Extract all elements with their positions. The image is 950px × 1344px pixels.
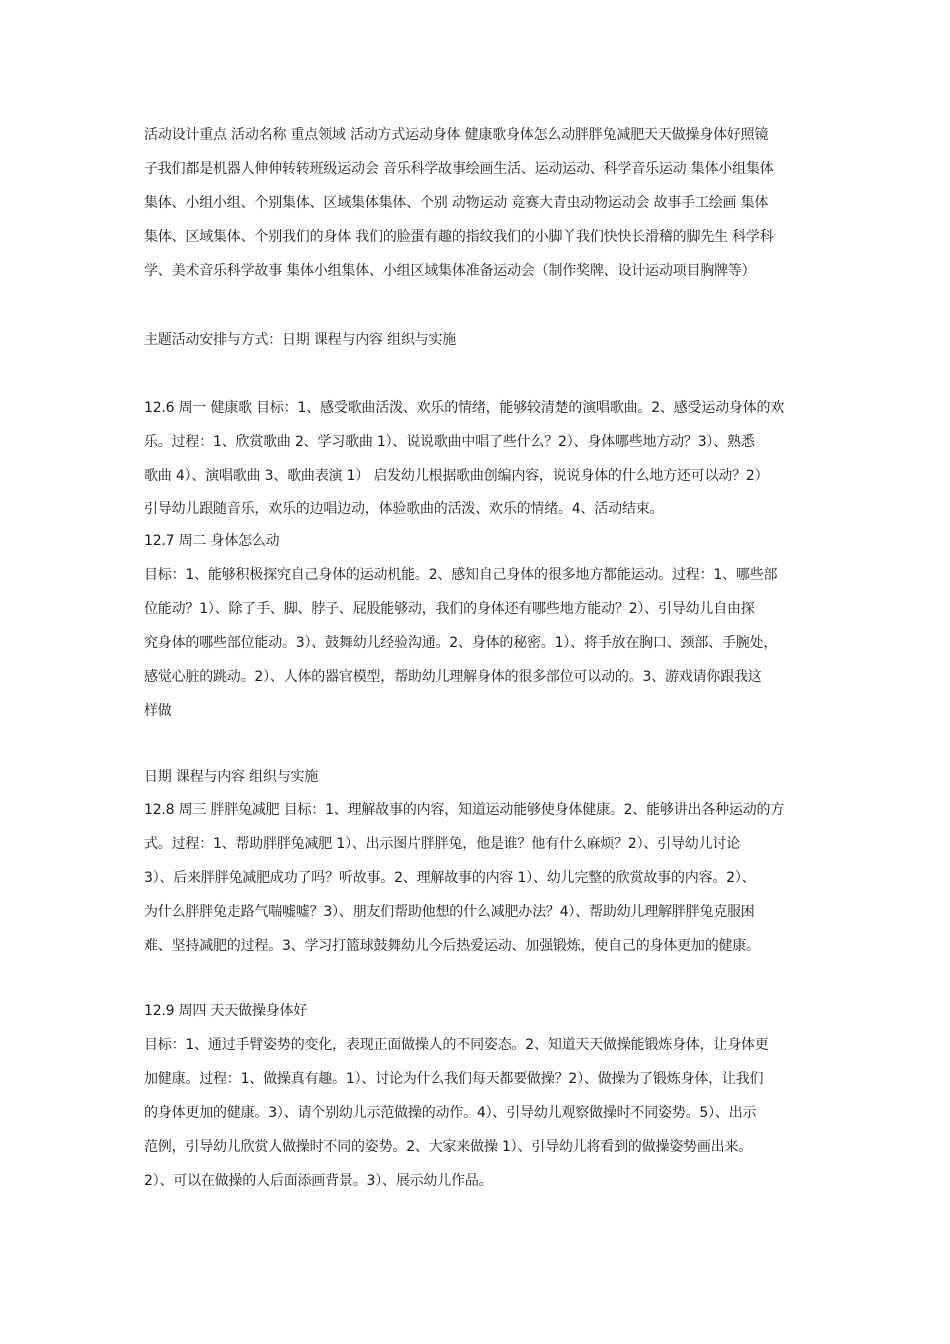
intro-line-2: 子我们都是机器人伸伸转转班级运动会 音乐科学故事绘画生活、运动运动、科学音乐运动 集体小组集体 — [144, 161, 774, 177]
wednesday-line-2: 式。过程：1、帮助胖胖兔减肥 1）、出示图片胖胖兔，他是谁？他有什么麻烦？2）、引导幼儿讨论 — [144, 836, 740, 852]
wednesday-line-4: 为什么胖胖兔走路气喘嘘嘘？3）、朋友们帮助他想的什么减肥办法？4）、帮助幼儿理解胖胖兔克服困 — [144, 904, 755, 920]
table-header-line: 日期 课程与内容 组织与实施 — [144, 769, 319, 785]
monday-line-3: 歌曲 4）、演唱歌曲 3、歌曲表演 1） 启发幼儿根据歌曲创编内容，说说身体的什么地方还可以动？2） — [144, 468, 769, 484]
thursday-line-3: 的身体更加的健康。3）、请个别幼儿示范做操的动作。4）、引导幼儿观察做操时不同姿势。5）、出示 — [144, 1105, 757, 1121]
monday-line-2: 乐。过程：1、欣赏歌曲 2、学习歌曲 1）、说说歌曲中唱了些什么？2）、身体哪些地方动？3）、熟悉 — [144, 434, 755, 450]
intro-line-4: 集体、区域集体、个别我们的身体 我们的脸蛋有趣的指纹我们的小脚丫我们快快长滑稽的脚先生 科学科 — [144, 229, 774, 245]
thursday-line-5: 2）、可以在做操的人后面添画背景。3）、展示幼儿作品。 — [144, 1173, 493, 1189]
tuesday-line-2: 位能动？1）、除了手、脚、脖子、屁股能够动，我们的身体还有哪些地方能动？2）、引导幼儿自由探 — [144, 601, 755, 617]
thursday-line-1: 目标：1、通过手臂姿势的变化，表现正面做操人的不同姿态。2、知道天天做操能锻炼身体，让身体更 — [144, 1037, 769, 1053]
monday-line-1: 12.6 周一 健康歌 目标：1、感受歌曲活泼、欢乐的情绪，能够较清楚的演唱歌曲。2、感受运动身体的欢 — [144, 400, 785, 416]
tuesday-line-1: 目标：1、能够积极探究自己身体的运动机能。2、感知自己身体的很多地方都能运动。过程：1、哪些部 — [144, 567, 778, 583]
tuesday-line-3: 究身体的哪些部位能动。3）、鼓舞幼儿经验沟通。2、身体的秘密。1）、将手放在胸口、颈部、手腕处， — [144, 635, 778, 651]
monday-line-4: 引导幼儿跟随音乐，欢乐的边唱边动，体验歌曲的活泼、欢乐的情绪。4、活动结束。 — [144, 501, 664, 517]
intro-line-1: 活动设计重点 活动名称 重点领域 活动方式运动身体 健康歌身体怎么动胖胖兔减肥天天做操身体好照镜 — [144, 127, 769, 143]
intro-line-3: 集体、小组小组、个别集体、区域集体集体、个别 动物运动 竞赛大青虫动物运动会 故事手工绘画 集体 — [144, 195, 769, 211]
wednesday-line-1: 12.8 周三 胖胖兔减肥 目标：1、理解故事的内容，知道运动能够使身体健康。2、能够讲出各种运动的方 — [144, 802, 785, 818]
schedule-heading: 主题活动安排与方式：日期 课程与内容 组织与实施 — [144, 332, 457, 348]
wednesday-line-5: 难、坚持减肥的过程。3、学习打篮球鼓舞幼儿今后热爱运动、加强锻炼，使自己的身体更加的健康。 — [144, 938, 760, 954]
thursday-title: 12.9 周四 天天做操身体好 — [144, 1003, 308, 1019]
tuesday-title: 12.7 周二 身体怎么动 — [144, 533, 280, 549]
thursday-line-2: 加健康。过程：1、做操真有趣。1）、讨论为什么我们每天都要做操？2）、做操为了锻炼身体，让我们 — [144, 1071, 764, 1087]
tuesday-line-5: 样做 — [144, 703, 172, 719]
thursday-line-4: 范例，引导幼儿欣赏人做操时不同的姿势。2、大家来做操 1）、引导幼儿将看到的做操姿势画出来。 — [144, 1139, 753, 1155]
intro-line-5: 学、美术音乐科学故事 集体小组集体、小组区域集体准备运动会（制作奖牌、设计运动项目胸牌等） — [144, 263, 756, 279]
wednesday-line-3: 3）、后来胖胖兔减肥成功了吗？听故事。2、理解故事的内容 1）、幼儿完整的欣赏故事的内容。2）、 — [144, 870, 756, 886]
tuesday-line-4: 感觉心脏的跳动。2）、人体的器官模型，帮助幼儿理解身体的很多部位可以动的。3、游戏请你跟我这 — [144, 669, 762, 685]
